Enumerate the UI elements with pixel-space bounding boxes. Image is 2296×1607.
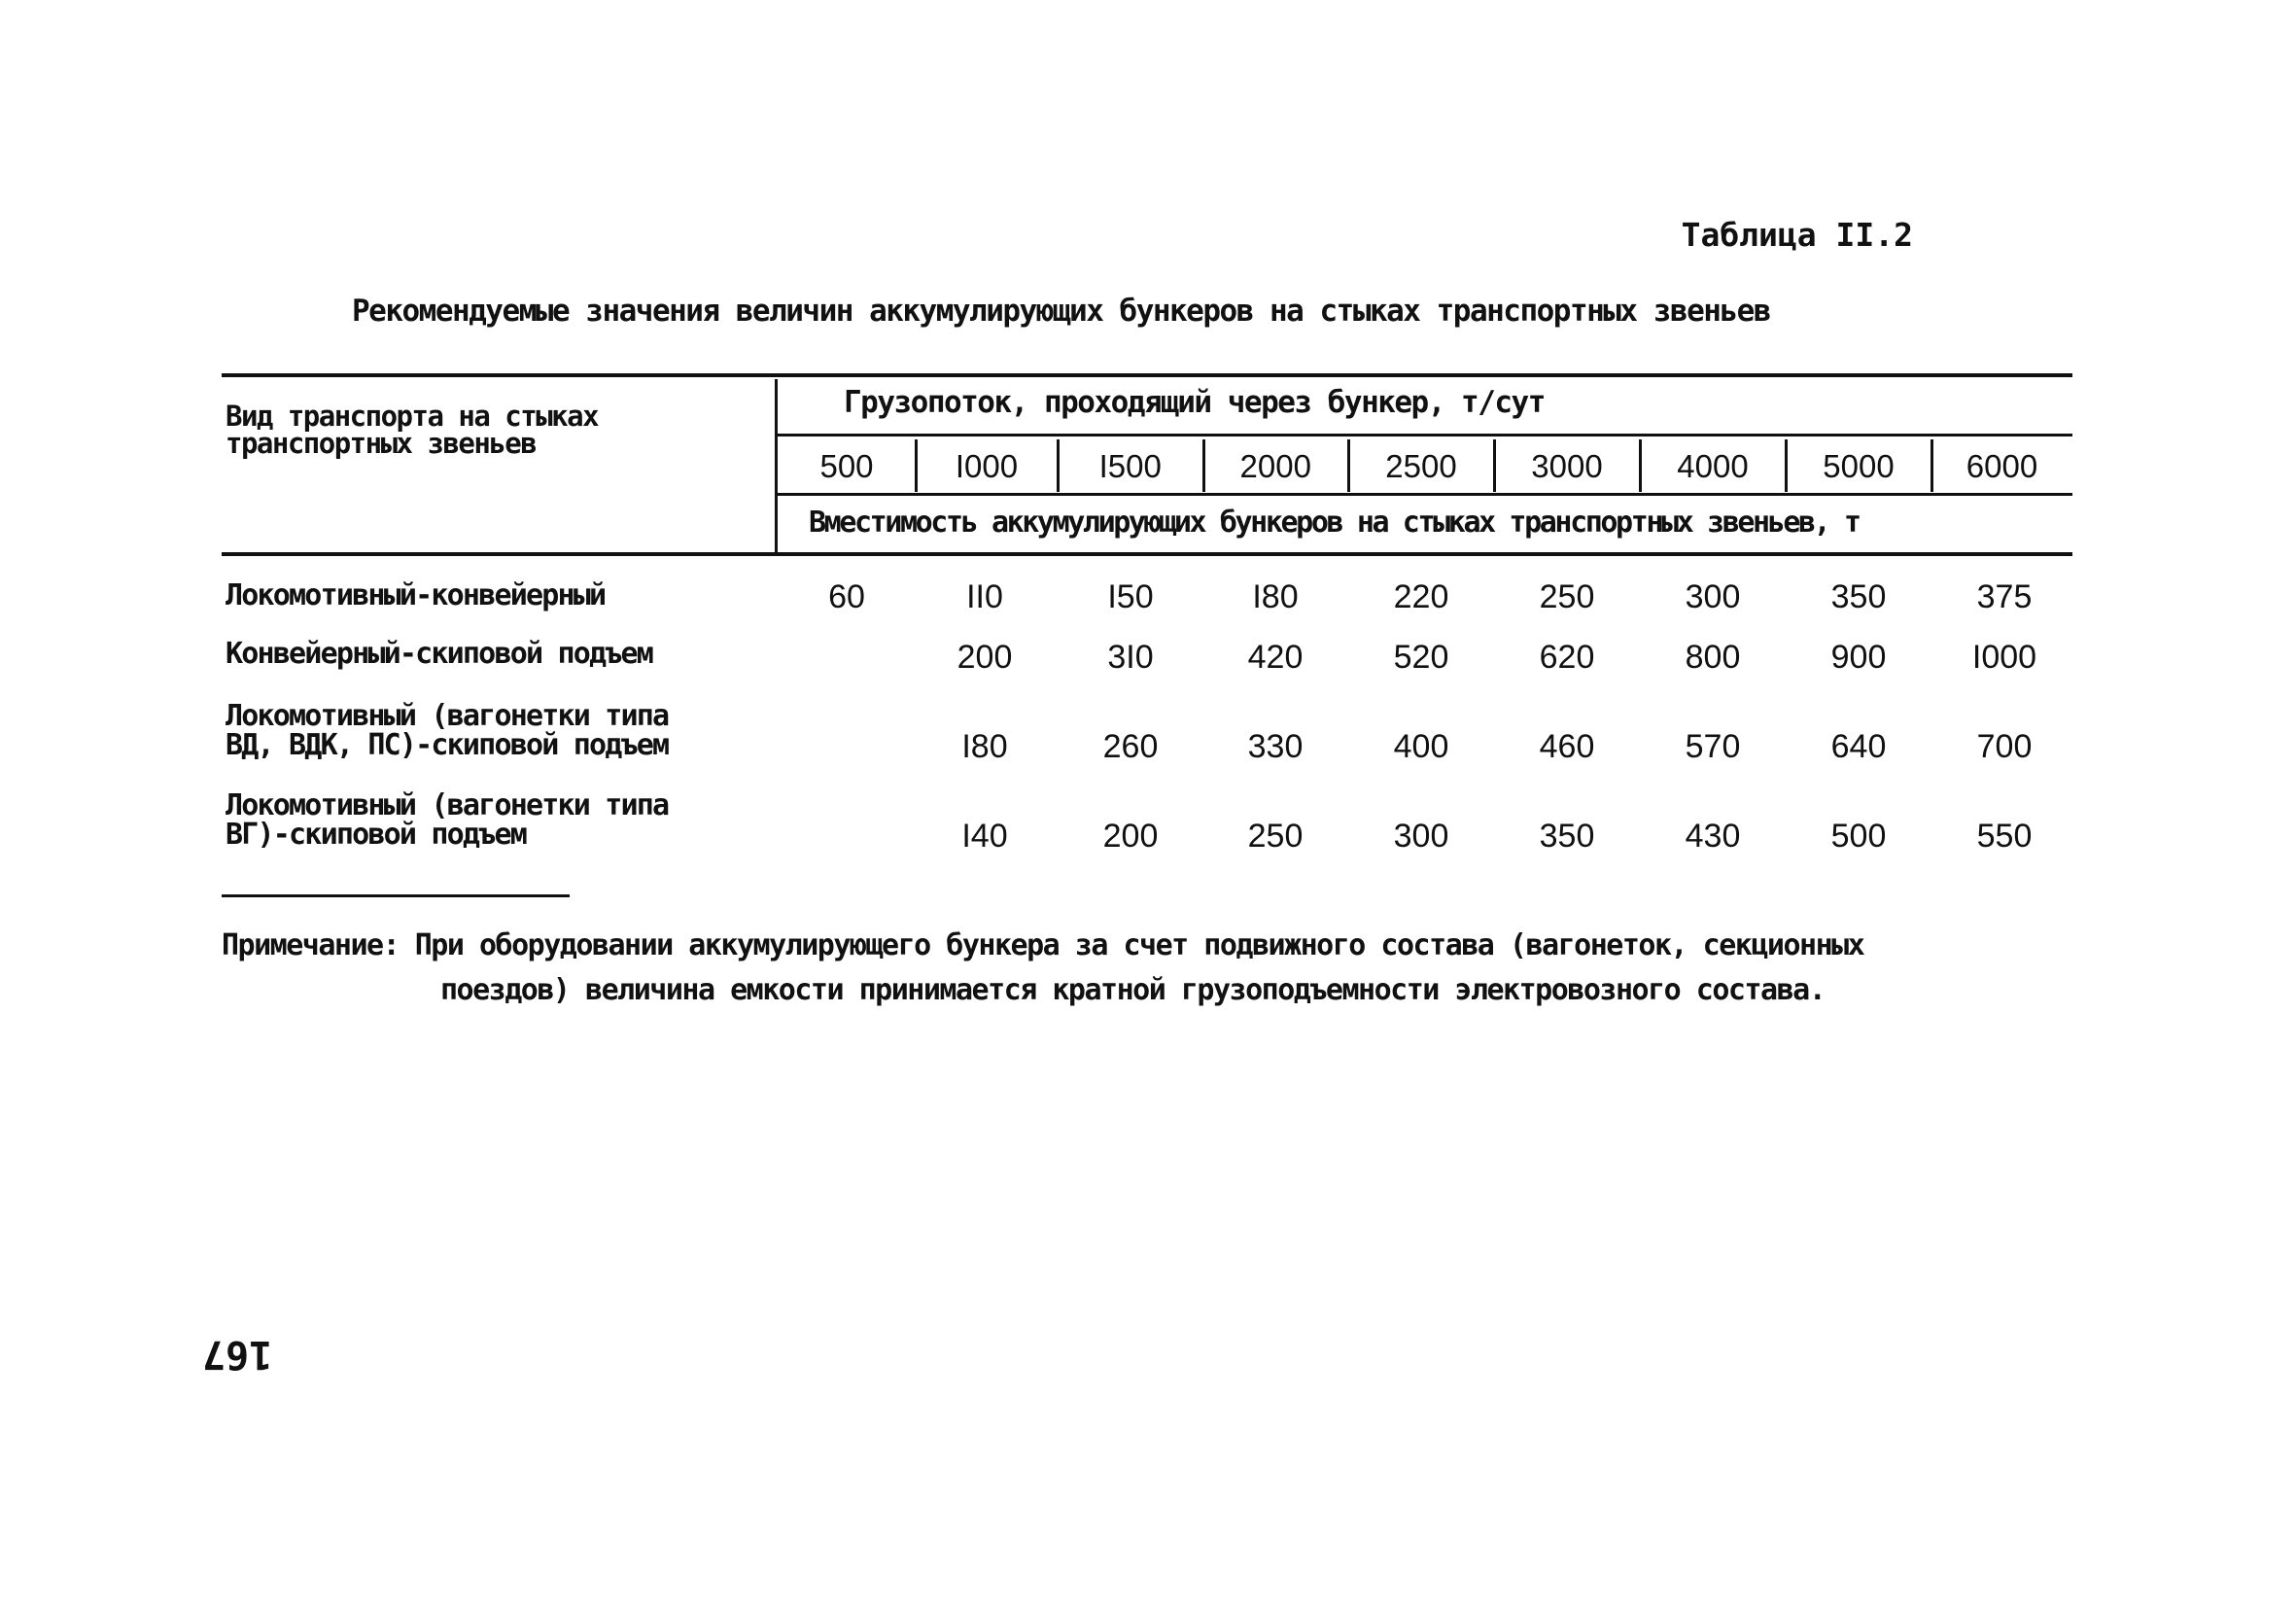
table-cell: 200 bbox=[957, 639, 1013, 676]
transport-type-header-line2: транспортных звеньев bbox=[226, 427, 537, 460]
note-line1: Примечание: При оборудовании аккумулирующего бункера за счет подвижного состава (вагонеток, секционных bbox=[222, 928, 1864, 962]
cargo-flow-value: I500 bbox=[1098, 448, 1162, 484]
row-label-continuation: ВД, ВДК, ПС)-скиповой подъем bbox=[226, 728, 669, 762]
page-number: 167 bbox=[202, 1332, 273, 1377]
cargo-flow-value: 2500 bbox=[1385, 448, 1457, 484]
flow-subheader-rule bbox=[778, 434, 2072, 437]
table-cell: 375 bbox=[1976, 578, 2033, 615]
header-bottom-rule bbox=[222, 552, 2072, 556]
table-cell: 3I0 bbox=[1107, 639, 1154, 676]
table-cell: 200 bbox=[1102, 818, 1159, 855]
row-label: Локомотивный (вагонетки типа bbox=[226, 699, 669, 733]
table-cell: 350 bbox=[1830, 578, 1887, 615]
table-cell: 250 bbox=[1247, 818, 1304, 855]
table-cell: 900 bbox=[1830, 639, 1887, 676]
cargo-flow-value: 3000 bbox=[1531, 448, 1603, 484]
table-cell: II0 bbox=[966, 578, 1003, 615]
note bbox=[222, 924, 1863, 1013]
row-label-continuation: ВГ)-скиповой подъем bbox=[226, 818, 526, 852]
row-label: Локомотивный-конвейерный bbox=[226, 578, 606, 612]
table-cell: 550 bbox=[1976, 818, 2033, 855]
table-cell: I50 bbox=[1107, 578, 1154, 615]
table-cell: 570 bbox=[1685, 728, 1741, 765]
table-cell: 420 bbox=[1247, 639, 1304, 676]
table-cell: 300 bbox=[1393, 818, 1449, 855]
table-cell: 60 bbox=[828, 578, 865, 615]
flow-values-bottom-rule bbox=[778, 493, 2072, 496]
transport-type-header bbox=[226, 400, 760, 460]
table-cell: 800 bbox=[1685, 639, 1741, 676]
table-cell: 300 bbox=[1685, 578, 1741, 615]
table-cell: 700 bbox=[1976, 728, 2033, 765]
table-cell: 620 bbox=[1539, 639, 1595, 676]
cargo-flow-header: Грузопоток, проходящий через бункер, т/сут bbox=[844, 385, 1545, 420]
table-cell: I80 bbox=[1252, 578, 1299, 615]
table-cell: 640 bbox=[1830, 728, 1887, 765]
row-label: Локомотивный (вагонетки типа bbox=[226, 788, 669, 822]
cargo-flow-value: I000 bbox=[955, 448, 1019, 484]
table-top-rule bbox=[222, 373, 2072, 377]
note-line2: поездов) величина емкости принимается кратной грузоподъемности электровозного состава. bbox=[440, 973, 1826, 1007]
table-label: Таблица II.2 bbox=[1681, 216, 1913, 254]
row-label: Конвейерный-скиповой подъем bbox=[226, 637, 653, 671]
cargo-flow-value: 5000 bbox=[1823, 448, 1895, 484]
table-cell: 460 bbox=[1539, 728, 1595, 765]
table-cell: 260 bbox=[1102, 728, 1159, 765]
capacity-header: Вместимость аккумулирующих бункеров на стыках транспортных звеньев, т bbox=[809, 506, 1860, 540]
note-separator bbox=[222, 894, 570, 897]
table-cell: 350 bbox=[1539, 818, 1595, 855]
table-cell: 400 bbox=[1393, 728, 1449, 765]
cargo-flow-value: 2000 bbox=[1239, 448, 1311, 484]
table-cell: 220 bbox=[1393, 578, 1449, 615]
table-cell: 520 bbox=[1393, 639, 1449, 676]
transport-type-header-line1: Вид транспорта на стыках bbox=[226, 400, 599, 433]
table-cell: 430 bbox=[1685, 818, 1741, 855]
table-cell: I40 bbox=[961, 818, 1008, 855]
table-cell: 250 bbox=[1539, 578, 1595, 615]
table-cell: I000 bbox=[1971, 639, 2037, 676]
table-caption: Рекомендуемые значения величин аккумулирующих бункеров на стыках транспортных звеньев bbox=[352, 294, 1770, 329]
table-cell: 500 bbox=[1830, 818, 1887, 855]
table-cell: I80 bbox=[961, 728, 1008, 765]
cargo-flow-value: 500 bbox=[819, 448, 874, 484]
cargo-flow-value: 4000 bbox=[1677, 448, 1749, 484]
cargo-flow-value: 6000 bbox=[1966, 448, 2038, 484]
table-cell: 330 bbox=[1247, 728, 1304, 765]
